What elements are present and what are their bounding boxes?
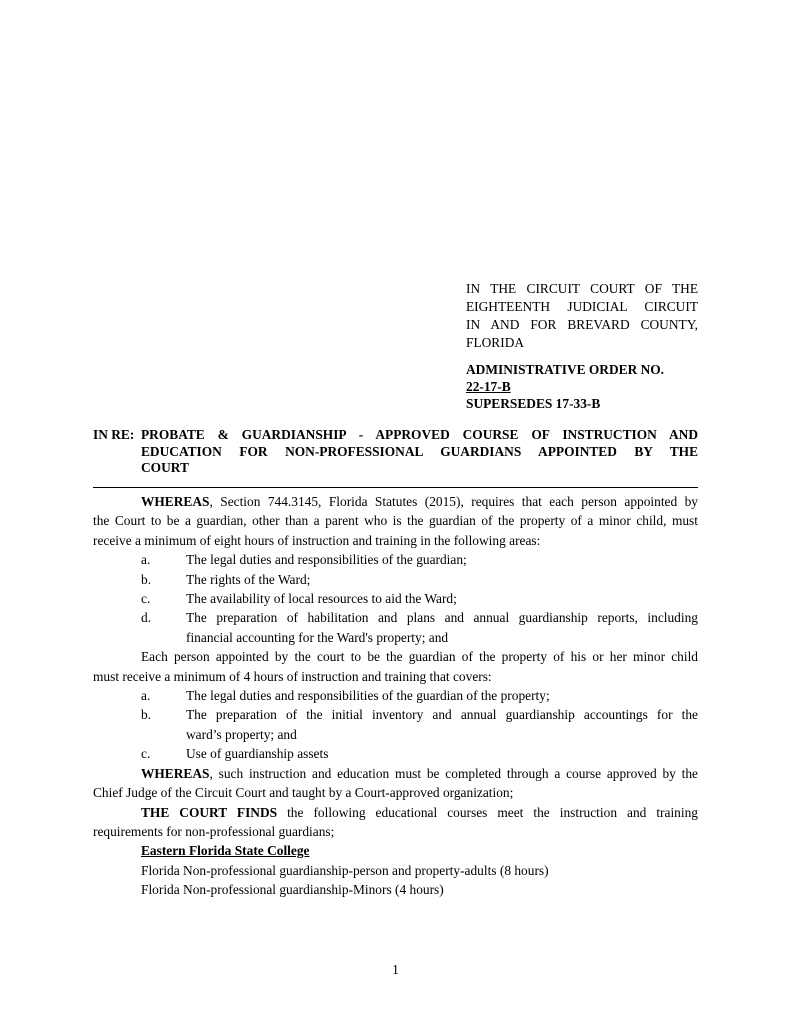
separator-rule (93, 487, 698, 488)
list-text: The preparation of habilitation and plans and annual guardianship reports, including (186, 610, 698, 626)
list-letter: b. (141, 707, 152, 723)
court-finds-paragraph (93, 803, 698, 842)
list-text: Use of guardianship assets (186, 746, 329, 762)
list-text: ward’s property; and (186, 726, 297, 742)
in-re-line: EDUCATION FOR NON-PROFESSIONAL GUARDIANS APPOINTED BY THE (141, 443, 698, 459)
list-text: The preparation of the initial inventory and annual guardianship accountings for the (186, 707, 698, 723)
court-finds-text: the following educational courses meet the instruction and training (277, 804, 698, 820)
paragraph-line: requirements for non-professional guardians; (93, 823, 335, 839)
order-supersedes: SUPERSEDES 17-33-B (466, 396, 601, 411)
order-body (93, 492, 698, 900)
in-re-line: COURT (141, 460, 189, 475)
list-letter: a. (141, 688, 151, 704)
page-number: 1 (392, 962, 399, 977)
college-heading: Eastern Florida State College (141, 843, 310, 859)
paragraph-line (93, 764, 698, 783)
list-text: The availability of local resources to aid the Ward; (186, 591, 457, 607)
court-caption (466, 280, 698, 352)
list-letter: c. (141, 591, 151, 607)
list-text: The rights of the Ward; (186, 571, 311, 587)
caption-line: IN THE CIRCUIT COURT OF THE (466, 281, 698, 296)
paragraph-line: must receive a minimum of 4 hours of instruction and training that covers: (93, 668, 492, 684)
whereas-lead: WHEREAS (141, 494, 210, 509)
list-text: The legal duties and responsibilities of the guardian; (186, 552, 467, 568)
caption-line: FLORIDA (466, 335, 525, 350)
whereas-text: , Section 744.3145, Florida Statutes (2015), requires that each person appointed by (209, 494, 698, 509)
in-re-line: PROBATE & GUARDIANSHIP - APPROVED COURSE OF INSTRUCTION AND (141, 427, 698, 442)
order-number: 22-17-B (466, 379, 511, 394)
in-re-label: IN RE: (93, 427, 135, 442)
caption-line: IN AND FOR BREVARD COUNTY, (466, 317, 698, 332)
whereas-lead: WHEREAS (141, 765, 210, 781)
list-item (93, 744, 698, 763)
whereas-text: , such instruction and education must be completed through a course approved by the (209, 765, 698, 781)
course-item: Florida Non-professional guardianship-Minors (4 hours) (141, 882, 444, 898)
paragraph-line: the Court to be a guardian, other than a parent who is the guardian of the property of a minor child, must (93, 513, 698, 529)
list-item (93, 705, 698, 744)
in-re-subject (141, 427, 698, 477)
whereas-paragraph-2 (93, 764, 698, 803)
in-re-heading (93, 427, 698, 477)
list-letter: d. (141, 610, 152, 626)
list-item (93, 550, 698, 569)
list-item (93, 570, 698, 589)
list-text: financial accounting for the Ward's property; and (186, 629, 449, 645)
list-letter: a. (141, 552, 151, 568)
list-item (93, 589, 698, 608)
list-letter: c. (141, 746, 151, 762)
paragraph-line: Chief Judge of the Circuit Court and taught by a Court-approved organization; (93, 785, 514, 801)
list-letter: b. (141, 571, 152, 587)
whereas-paragraph-1 (93, 492, 698, 550)
caption-line: EIGHTEENTH JUDICIAL CIRCUIT (466, 299, 698, 314)
minor-paragraph (93, 647, 698, 686)
list-item (93, 686, 698, 705)
order-title: ADMINISTRATIVE ORDER NO. (466, 362, 665, 377)
paragraph-line (93, 492, 698, 511)
court-finds-lead: THE COURT FINDS (141, 804, 278, 820)
paragraph-line (93, 803, 698, 822)
paragraph-line: Each person appointed by the court to be the guardian of the property of his or her minor child (141, 649, 698, 665)
course-item: Florida Non-professional guardianship-person and property-adults (8 hours) (141, 862, 549, 878)
order-block (466, 361, 706, 412)
list-text: The legal duties and responsibilities of the guardian of the property; (186, 688, 550, 704)
list-item (93, 608, 698, 647)
paragraph-line: receive a minimum of eight hours of instruction and training in the following areas: (93, 532, 541, 548)
